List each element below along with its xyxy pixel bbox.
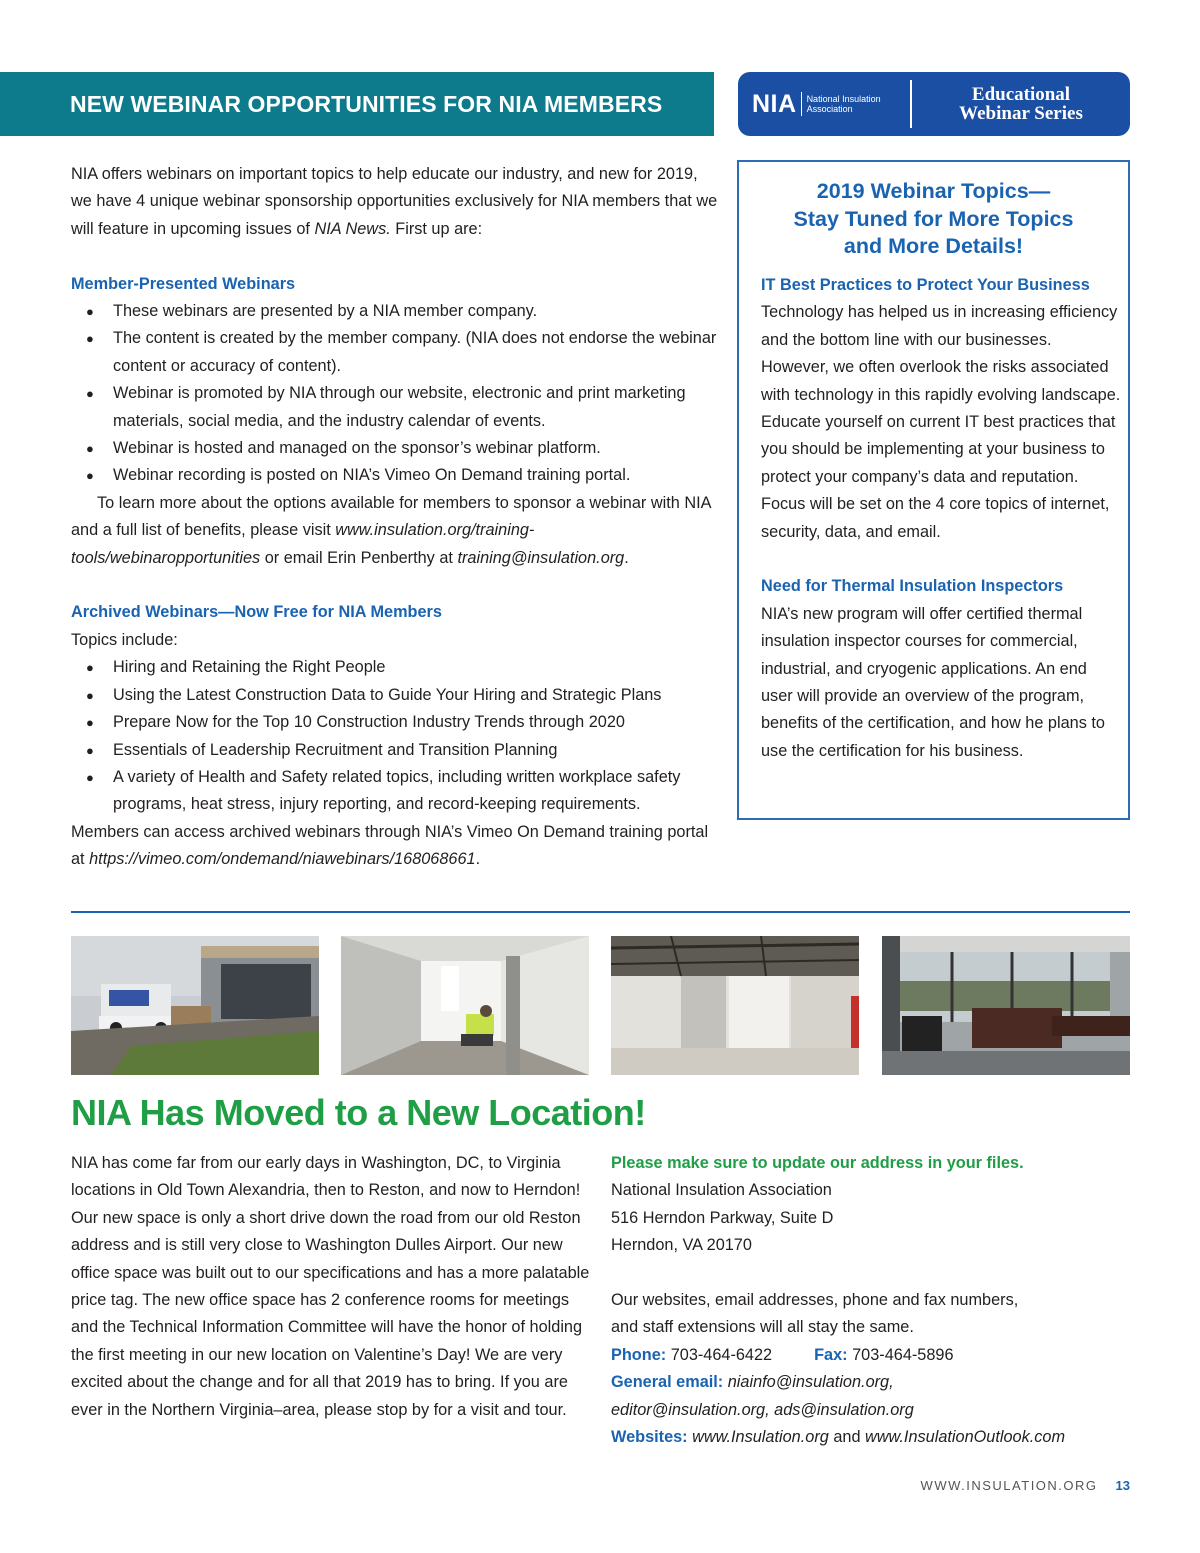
intro-paragraph bbox=[71, 161, 721, 243]
webinar-topics-box bbox=[737, 160, 1130, 820]
topics-title-line-2: Stay Tuned for More Topics bbox=[793, 206, 1074, 231]
archived-webinars-heading: Archived Webinars—Now Free for NIA Members bbox=[71, 603, 442, 622]
nia-logo-text: NIA bbox=[752, 89, 797, 118]
series-title bbox=[912, 85, 1130, 123]
email-line bbox=[611, 1369, 1131, 1396]
list-item: ● Hiring and Retaining the Right People bbox=[71, 654, 721, 681]
photo-new-office-interior bbox=[882, 936, 1130, 1075]
moved-article-title: NIA Has Moved to a New Location! bbox=[71, 1092, 646, 1133]
address-line-2: 516 Herndon Parkway, Suite D bbox=[611, 1208, 834, 1227]
topics-body bbox=[761, 272, 1121, 765]
banner-title: NEW WEBINAR OPPORTUNITIES FOR NIA MEMBERS bbox=[70, 90, 663, 117]
org-line-1: National Insulation bbox=[806, 94, 881, 104]
member-bullet-list bbox=[71, 298, 721, 490]
series-line-2: Webinar Series bbox=[959, 103, 1083, 124]
photo-hallway-construction bbox=[341, 936, 589, 1075]
insulation-outlook-link[interactable]: www.InsulationOutlook.com bbox=[865, 1428, 1066, 1447]
list-item: ● Webinar is hosted and managed on the sponsor’s webinar platform. bbox=[71, 435, 721, 462]
member-webinars-heading: Member-Presented Webinars bbox=[71, 274, 296, 293]
websites-and: and bbox=[833, 1428, 861, 1447]
topics-title-line-3: and More Details! bbox=[843, 234, 1024, 258]
list-item: ● Prepare Now for the Top 10 Construction Industry Trends through 2020 bbox=[71, 709, 721, 736]
niainfo-email-link[interactable]: niainfo@insulation.org, bbox=[727, 1373, 894, 1392]
learn-more-end: . bbox=[624, 548, 629, 567]
nia-logo-org bbox=[807, 94, 881, 114]
phone-fax-line bbox=[611, 1342, 1131, 1369]
training-email-link[interactable]: training@insulation.org bbox=[457, 548, 625, 567]
phone-value: 703-464-6422 bbox=[670, 1345, 773, 1364]
websites-label: Websites: bbox=[611, 1428, 688, 1447]
intro-text: NIA offers webinars on important topics to help educate our industry, and new for 2019, we have 4 unique webinar sponsorship opportunities exclusively for NIA members that we will feature in upcoming issues of bbox=[71, 165, 718, 238]
section-banner bbox=[0, 72, 714, 136]
archived-intro: Topics include: bbox=[71, 630, 178, 649]
list-item: ● The content is created by the member company. (NIA does not endorse the webinar content or accuracy of content). bbox=[71, 325, 721, 380]
address-line-1: National Insulation Association bbox=[611, 1181, 832, 1200]
learn-more-text: To learn more about the options available for members to sponsor a webinar with NIA and a full list of benefits, please visit bbox=[71, 493, 711, 540]
list-item: ● Webinar recording is posted on NIA’s Vimeo On Demand training portal. bbox=[71, 462, 721, 489]
page-number: 13 bbox=[1115, 1478, 1130, 1493]
editor-ads-email-links[interactable]: editor@insulation.org, ads@insulation.org bbox=[611, 1400, 914, 1419]
photo-office-buildout bbox=[611, 936, 859, 1075]
topic-it-text: Technology has helped us in increasing efficiency and the bottom line with our businesses. However, we often overlook the risks associated with technology in this rapidly evolving landscape. Educate yourself on current IT best practices that you should be implementing at your business to protect your company’s data and reputation. Focus will be set on the 4 core topics of internet, security, data, and email. bbox=[761, 303, 1121, 541]
topics-title-line-1: 2019 Webinar Topics— bbox=[816, 179, 1051, 203]
list-item: ● Essentials of Leadership Recruitment and Transition Planning bbox=[71, 737, 721, 764]
page-footer bbox=[0, 1478, 1130, 1493]
phone-label: Phone: bbox=[611, 1345, 667, 1364]
nia-news-italic: NIA News. bbox=[314, 219, 391, 238]
list-item: ● These webinars are presented by a NIA member company. bbox=[71, 298, 721, 325]
list-item: ● Using the Latest Construction Data to Guide Your Hiring and Strategic Plans bbox=[71, 682, 721, 709]
learn-more-paragraph bbox=[71, 490, 721, 572]
email-line-2 bbox=[611, 1397, 1131, 1424]
archived-access-paragraph bbox=[71, 819, 721, 874]
address-line-3: Herndon, VA 20170 bbox=[611, 1236, 752, 1255]
archived-bullet-list bbox=[71, 654, 721, 818]
email-label: General email: bbox=[611, 1373, 724, 1392]
learn-more-text-2: or email Erin Penberthy at bbox=[260, 548, 458, 567]
moved-contact-info bbox=[611, 1150, 1131, 1451]
vimeo-link[interactable]: https://vimeo.com/ondemand/niawebinars/168068661 bbox=[89, 850, 476, 869]
insulation-website-link[interactable]: www.Insulation.org bbox=[692, 1428, 829, 1447]
topic-inspectors-heading: Need for Thermal Insulation Inspectors bbox=[761, 577, 1064, 596]
archived-access-end: . bbox=[475, 850, 481, 869]
section-divider bbox=[71, 911, 1130, 913]
webinar-series-badge bbox=[738, 72, 1130, 136]
topic-it-heading: IT Best Practices to Protect Your Business bbox=[761, 276, 1090, 294]
archived-access-text: Members can access archived webinars through NIA’s Vimeo On Demand training portal at bbox=[71, 822, 709, 869]
intro-text-end: First up are: bbox=[390, 219, 483, 238]
webinar-opportunities-link[interactable]: www.insulation.org/training-tools/webinaropportunities bbox=[71, 521, 535, 567]
update-address-heading: Please make sure to update our address in your files. bbox=[611, 1154, 1024, 1172]
nia-logo bbox=[738, 90, 910, 119]
topics-title bbox=[739, 178, 1128, 261]
webinar-article bbox=[71, 161, 721, 874]
photo-building-exterior bbox=[71, 936, 319, 1075]
logo-separator bbox=[801, 92, 802, 116]
fax-value: 703-464-5896 bbox=[852, 1345, 954, 1364]
websites-line bbox=[611, 1424, 1131, 1451]
fax-label: Fax: bbox=[814, 1345, 848, 1364]
series-line-1: Educational bbox=[971, 84, 1071, 105]
same-contact-text: Our websites, email addresses, phone and fax numbers, and staff extensions will all stay the same. bbox=[611, 1291, 1019, 1337]
topic-inspectors-text: NIA’s new program will offer certified thermal insulation inspector courses for commercial, industrial, and cryogenic applications. An end user will provide an overview of the program, benefits of the certification, and how he plans to use the certification for his business. bbox=[761, 604, 1105, 760]
footer-url[interactable]: WWW.INSULATION.ORG bbox=[920, 1478, 1098, 1493]
moved-article-body bbox=[71, 1150, 591, 1424]
moved-body-text: NIA has come far from our early days in Washington, DC, to Virginia locations in Old Town Alexandria, then to Reston, and now to Herndon! Our new space is only a short drive down the road from our old Reston address and is still very close to Washington Dulles Airport. Our new office space was built out to our specifications and has a more palatable price tag. The new office space has 2 conference rooms for meetings and the Technical Information Committee will have the honor of holding the first meeting in our new location on Valentine’s Day! We are very excited about the change and for all that 2019 has to bring. If you are ever in the Northern Virginia–area, please stop by for a visit and tour. bbox=[71, 1154, 590, 1419]
list-item: ● Webinar is promoted by NIA through our website, electronic and print marketing materials, social media, and the industry calendar of events. bbox=[71, 380, 721, 435]
list-item: ● A variety of Health and Safety related topics, including written workplace safety programs, heat stress, injury reporting, and record-keeping requirements. bbox=[71, 764, 721, 819]
org-line-2: Association bbox=[806, 104, 853, 114]
